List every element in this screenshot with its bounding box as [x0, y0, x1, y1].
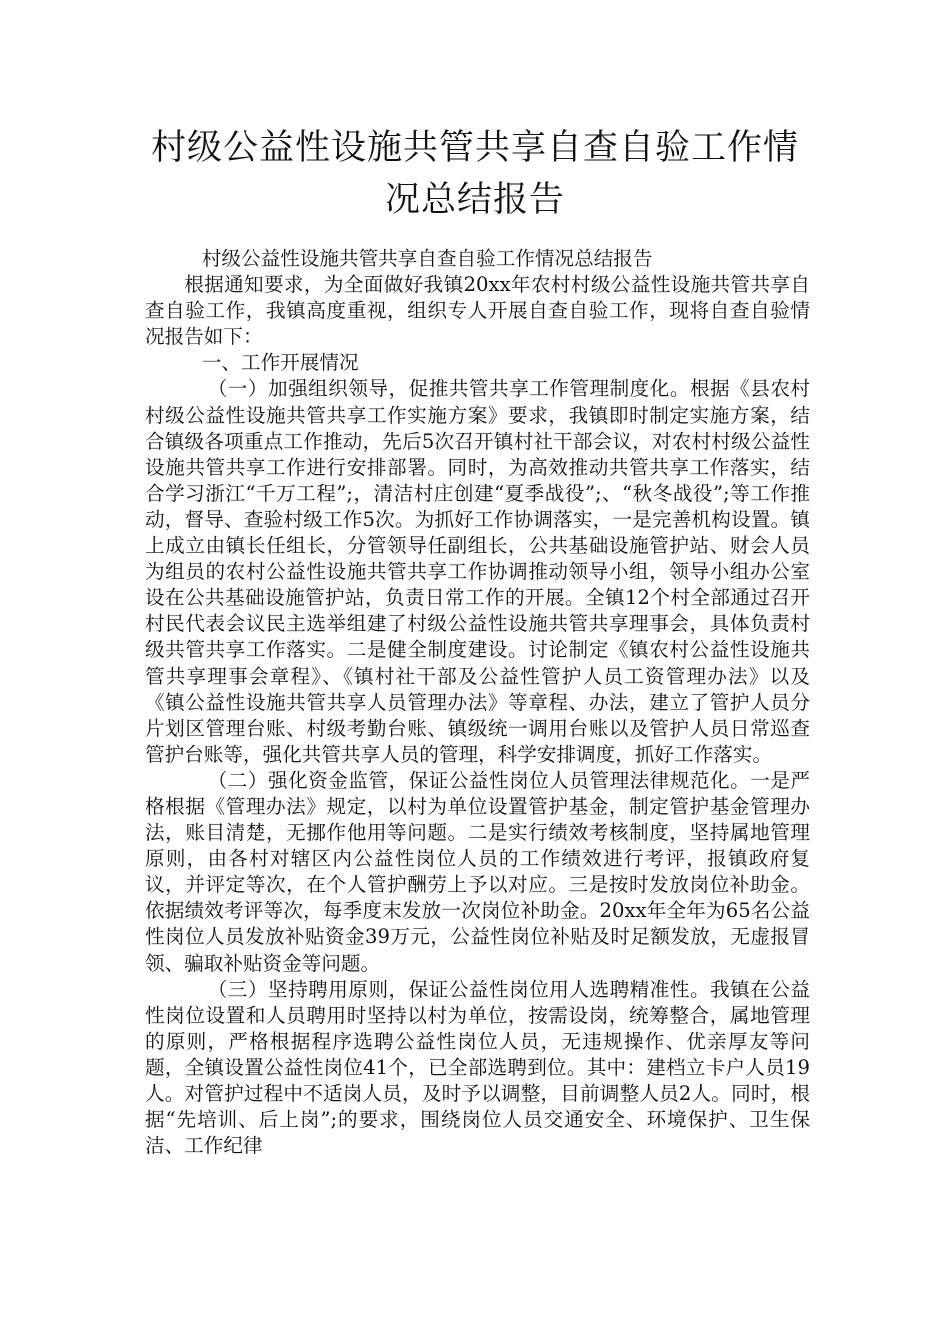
document-subtitle: 村级公益性设施共管共享自查自验工作情况总结报告	[201, 247, 653, 270]
document-body	[145, 246, 810, 1159]
intro-paragraph: 根据通知要求，为全面做好我镇20xx年农村村级公益性设施共管共享自查自验工作，我镇高度重视，组织专人开展自查自验工作，现将自查自验情况报告如下：	[145, 273, 810, 349]
section-heading-1: 一、工作开展情况	[201, 351, 359, 375]
paragraph-organization: （一）加强组织领导，促推共管共享工作管理制度化。根据《县农村村级公益性设施共管共享工作实施方案》要求，我镇即时制定实施方案，结合镇级各项重点工作推动，先后5次召开镇村社干部会议，对农村村级公益性设施共管共享工作进行安排部署。同时，为高效推动共管共享工作落实，结合学习浙江“千万工程”;，清洁村庄创建“夏季战役”;、“秋冬战役”;等工作推动，督导、查验村级工作5次。为抓好工作协调落实，一是完善机构设置。镇上成立由镇长任组长，分管领导任副组长，公共基础设施管护站、财会人员为组员的农村公益性设施共管共享工作协调推动领导小组，领导小组办公室设在公共基础设施管护站，负责日常工作的开展。全镇12个村全部通过召开村民代表会议民主选举组建了村级公益性设施共管共享理事会，具体负责村级共管共享工作落实。二是健全制度建设。讨论制定《镇农村公益性设施共管共享理事会章程》、《镇村社干部及公益性管护人员工资管理办法》以及《镇公益性设施共管共享人员管理办法》等章程、办法，建立了管护人员分片划区管理台账、村级考勤台账、镇级统一调用台账以及管护人员日常巡查管护台账等，强化共管共享人员的管理，科学安排调度，抓好工作落实。	[145, 377, 810, 766]
document-title: 村级公益性设施共管共享自查自验工作情况总结报告	[150, 128, 799, 220]
paragraph-funds: （二）强化资金监管，保证公益性岗位人员管理法律规范化。一是严格根据《管理办法》规定，以村为单位设置管护基金，制定管护基金管理办法，账目清楚，无挪作他用等问题。二是实行绩效考核制度，坚持属地管理原则，由各村对辖区内公益性岗位人员的工作绩效进行考评，报镇政府复议，并评定等次，在个人管护酬劳上予以对应。三是按时发放岗位补助金。依据绩效考评等次，每季度末发放一次岗位补助金。20xx年全年为65名公益性岗位人员发放补贴资金39万元，公益性岗位补贴及时足额发放，无虚报冒领、骗取补贴资金等问题。	[145, 768, 810, 975]
paragraph-hiring: （三）坚持聘用原则，保证公益性岗位用人选聘精准性。我镇在公益性岗位设置和人员聘用时坚持以村为单位，按需设岗，统筹整合，属地管理的原则，严格根据程序选聘公益性岗位人员，无违规操作、优亲厚友等问题，全镇设置公益性岗位41个，已全部选聘到位。其中：建档立卡户人员19人。对管护过程中不适岗人员，及时予以调整，目前调整人员2人。同时，根据“先培训、后上岗”;的要求，围绕岗位人员交通安全、环境保护、卫生保洁、工作纪律	[145, 977, 810, 1158]
